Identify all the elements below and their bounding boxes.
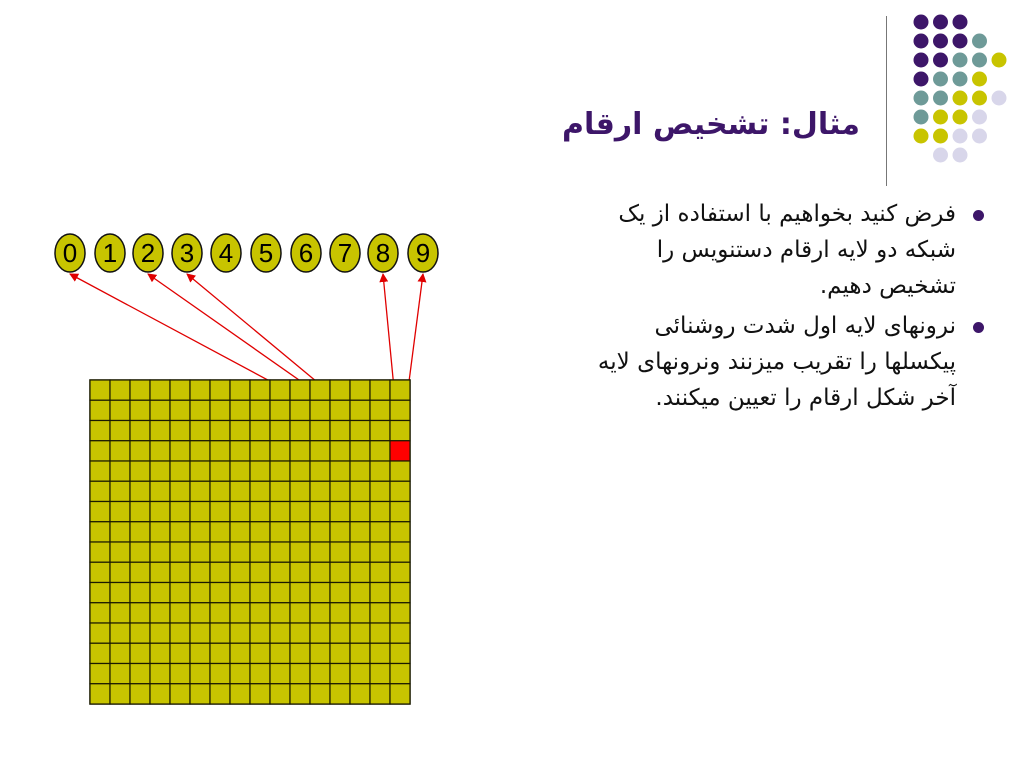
pixel-cell [110, 664, 130, 684]
pixel-cell [230, 502, 250, 522]
pixel-cell [270, 421, 290, 441]
pixel-cell [130, 583, 150, 603]
pixel-cell [350, 603, 370, 623]
pixel-cell [310, 542, 330, 562]
pixel-cell [290, 684, 310, 704]
pixel-cell [310, 583, 330, 603]
pixel-cell [350, 542, 370, 562]
output-digit-6 [291, 234, 321, 272]
pixel-cell [250, 603, 270, 623]
pixel-cell [170, 562, 190, 582]
pixel-cell [150, 461, 170, 481]
pixel-cell [190, 522, 210, 542]
pixel-cell [370, 380, 390, 400]
pixel-cell [350, 461, 370, 481]
pixel-cell [270, 380, 290, 400]
pixel-cell [150, 643, 170, 663]
pixel-cell [230, 400, 250, 420]
pixel-cell [210, 583, 230, 603]
pixel-cell [290, 481, 310, 501]
pixel-cell [330, 623, 350, 643]
digit-label: 1 [102, 238, 118, 268]
pixel-cell [230, 643, 250, 663]
pixel-cell [350, 583, 370, 603]
pixel-cell [330, 461, 350, 481]
output-digit-5 [251, 234, 281, 272]
pixel-cell [330, 684, 350, 704]
pixel-cell [270, 603, 290, 623]
pixel-cell [350, 380, 370, 400]
pixel-cell [210, 623, 230, 643]
pixel-cell [150, 603, 170, 623]
pixel-cell [130, 562, 150, 582]
pixel-cell [350, 502, 370, 522]
pixel-cell [370, 400, 390, 420]
pixel-cell [290, 643, 310, 663]
pixel-cell [90, 400, 110, 420]
pixel-cell [390, 542, 410, 562]
bullet-line: پیکسلها را تقریب میزنند ونرونهای لایه [597, 349, 956, 375]
digit-label: 0 [62, 238, 78, 268]
output-digit-0 [55, 234, 85, 272]
pixel-cell [110, 522, 130, 542]
pixel-cell [230, 623, 250, 643]
pixel-cell [150, 481, 170, 501]
pixel-cell [290, 623, 310, 643]
bullet-line: تشخیص دهیم. [819, 273, 956, 299]
pixel-cell [290, 664, 310, 684]
pixel-cell [110, 542, 130, 562]
pixel-cell [230, 603, 250, 623]
pixel-cell [270, 684, 290, 704]
pixel-cell [130, 502, 150, 522]
pixel-cell [310, 400, 330, 420]
digit-label: 9 [415, 238, 431, 268]
pixel-cell [90, 664, 110, 684]
pixel-cell [390, 461, 410, 481]
pixel-cell [210, 380, 230, 400]
pixel-cell [250, 643, 270, 663]
pixel-cell [290, 583, 310, 603]
pixel-cell [350, 664, 370, 684]
pixel-cell [90, 522, 110, 542]
pixel-cell [170, 664, 190, 684]
pixel-cell [310, 684, 330, 704]
pixel-cell [150, 542, 170, 562]
pixel-cell [230, 684, 250, 704]
pixel-cell [110, 461, 130, 481]
pixel-cell [110, 684, 130, 704]
pixel-cell [150, 502, 170, 522]
pixel-cell [210, 562, 230, 582]
pixel-cell [170, 583, 190, 603]
pixel-cell [350, 441, 370, 461]
pixel-cell [110, 441, 130, 461]
pixel-cell [290, 400, 310, 420]
pixel-cell [190, 441, 210, 461]
pixel-cell [390, 400, 410, 420]
pixel-cell [250, 502, 270, 522]
pixel-cell [150, 664, 170, 684]
pixel-cell [390, 664, 410, 684]
pixel-cell [170, 400, 190, 420]
pixel-cell [110, 502, 130, 522]
pixel-cell [370, 502, 390, 522]
pixel-cell [370, 623, 390, 643]
pixel-cell [190, 643, 210, 663]
pixel-cell [330, 562, 350, 582]
pixel-cell [130, 441, 150, 461]
pixel-cell [250, 583, 270, 603]
pixel-cell [90, 643, 110, 663]
pixel-cell [90, 380, 110, 400]
pixel-cell [210, 542, 230, 562]
pixel-cell [150, 522, 170, 542]
pixel-cell [130, 603, 150, 623]
pixel-cell [190, 664, 210, 684]
pixel-cell [190, 461, 210, 481]
pixel-cell [390, 502, 410, 522]
pixel-cell [110, 400, 130, 420]
pixel-cell [390, 562, 410, 582]
pixel-cell [370, 684, 390, 704]
pixel-cell [250, 441, 270, 461]
pixel-cell [210, 603, 230, 623]
digit-label: 4 [218, 238, 234, 268]
pixel-cell [130, 623, 150, 643]
pixel-cell [250, 481, 270, 501]
pixel-cell [110, 421, 130, 441]
pixel-cell [230, 441, 250, 461]
digit-label: 5 [258, 238, 274, 268]
pixel-cell [330, 664, 350, 684]
pixel-cell [350, 684, 370, 704]
output-digit-1 [95, 234, 125, 272]
output-digit-7 [330, 234, 360, 272]
pixel-cell [330, 400, 350, 420]
pixel-cell [330, 583, 350, 603]
pixel-cell [350, 400, 370, 420]
pixel-cell [250, 542, 270, 562]
pixel-cell [150, 562, 170, 582]
pixel-cell [310, 502, 330, 522]
pixel-cell [210, 441, 230, 461]
pixel-cell [370, 603, 390, 623]
pixel-cell [210, 522, 230, 542]
pixel-cell [270, 400, 290, 420]
pixel-cell [90, 461, 110, 481]
pixel-cell [130, 664, 150, 684]
pixel-cell [170, 643, 190, 663]
pixel-cell [390, 421, 410, 441]
pixel-cell [370, 542, 390, 562]
pixel-cell [390, 623, 410, 643]
pixel-cell [170, 684, 190, 704]
pixel-cell [390, 380, 410, 400]
bullet-line: شبکه دو لایه ارقام دستنویس را [656, 237, 956, 263]
pixel-cell [110, 562, 130, 582]
pixel-cell [230, 481, 250, 501]
pixel-cell [370, 461, 390, 481]
pixel-cell [270, 664, 290, 684]
pixel-cell [250, 461, 270, 481]
pixel-cell [370, 643, 390, 663]
pixel-cell [150, 380, 170, 400]
pixel-cell [150, 583, 170, 603]
pixel-cell [270, 583, 290, 603]
pixel-cell [350, 562, 370, 582]
pixel-cell [250, 664, 270, 684]
pixel-cell [110, 623, 130, 643]
active-pixel [390, 441, 410, 461]
pixel-cell [230, 583, 250, 603]
pixel-cell [290, 421, 310, 441]
pixel-cell [170, 502, 190, 522]
pixel-cell [130, 684, 150, 704]
pixel-cell [210, 664, 230, 684]
pixel-cell [290, 441, 310, 461]
pixel-cell [190, 421, 210, 441]
pixel-cell [290, 522, 310, 542]
pixel-cell [210, 481, 230, 501]
pixel-cell [230, 380, 250, 400]
pixel-cell [190, 380, 210, 400]
pixel-cell [270, 522, 290, 542]
digit-label: 2 [140, 238, 156, 268]
pixel-cell [90, 542, 110, 562]
pixel-cell [130, 461, 150, 481]
pixel-cell [130, 643, 150, 663]
pixel-cell [90, 583, 110, 603]
pixel-cell [130, 400, 150, 420]
pixel-cell [310, 643, 330, 663]
pixel-cell [170, 623, 190, 643]
output-digit-9 [408, 234, 438, 272]
digit-label: 3 [179, 238, 195, 268]
pixel-cell [370, 583, 390, 603]
pixel-cell [230, 522, 250, 542]
pixel-cell [270, 542, 290, 562]
pixel-cell [250, 623, 270, 643]
pixel-cell [150, 400, 170, 420]
pixel-cell [170, 441, 190, 461]
pixel-cell [330, 481, 350, 501]
pixel-cell [370, 522, 390, 542]
pixel-cell [290, 562, 310, 582]
pixel-cell [250, 400, 270, 420]
pixel-cell [270, 562, 290, 582]
output-digit-4 [211, 234, 241, 272]
pixel-cell [130, 481, 150, 501]
pixel-cell [170, 522, 190, 542]
pixel-cell [370, 562, 390, 582]
pixel-cell [150, 441, 170, 461]
digit-label: 7 [337, 238, 353, 268]
pixel-cell [390, 684, 410, 704]
pixel-cell [230, 461, 250, 481]
pixel-cell [330, 603, 350, 623]
pixel-cell [270, 481, 290, 501]
pixel-cell [350, 421, 370, 441]
pixel-cell [310, 562, 330, 582]
pixel-cell [250, 421, 270, 441]
pixel-cell [190, 502, 210, 522]
pixel-cell [210, 461, 230, 481]
pixel-cell [270, 441, 290, 461]
pixel-cell [190, 542, 210, 562]
pixel-cell [90, 421, 110, 441]
pixel-cell [250, 562, 270, 582]
pixel-cell [190, 562, 210, 582]
pixel-cell [350, 643, 370, 663]
pixel-cell [110, 583, 130, 603]
pixel-cell [330, 502, 350, 522]
pixel-cell [110, 481, 130, 501]
pixel-cell [190, 481, 210, 501]
pixel-cell [370, 441, 390, 461]
pixel-cell [190, 623, 210, 643]
bullet-line: آخر شکل ارقام را تعیین میکنند. [655, 385, 956, 411]
pixel-cell [370, 664, 390, 684]
pixel-cell [90, 562, 110, 582]
pixel-cell [270, 623, 290, 643]
pixel-cell [210, 502, 230, 522]
pixel-cell [390, 643, 410, 663]
pixel-cell [330, 643, 350, 663]
pixel-cell [170, 481, 190, 501]
pixel-cell [330, 380, 350, 400]
pixel-cell [310, 481, 330, 501]
pixel-cell [330, 522, 350, 542]
pixel-cell [310, 603, 330, 623]
pixel-cell [170, 542, 190, 562]
pixel-cell [310, 664, 330, 684]
output-digit-2 [133, 234, 163, 272]
pixel-cell [250, 684, 270, 704]
pixel-cell [390, 522, 410, 542]
pixel-cell [250, 522, 270, 542]
pixel-cell [190, 583, 210, 603]
pixel-cell [90, 684, 110, 704]
pixel-cell [90, 481, 110, 501]
pixel-cell [390, 603, 410, 623]
pixel-cell [170, 461, 190, 481]
pixel-cell [110, 603, 130, 623]
pixel-cell [230, 664, 250, 684]
pixel-cell [310, 461, 330, 481]
pixel-cell [370, 481, 390, 501]
digit-label: 8 [375, 238, 391, 268]
pixel-grid [90, 380, 410, 704]
pixel-cell [310, 441, 330, 461]
pixel-cell [90, 603, 110, 623]
output-digit-8 [368, 234, 398, 272]
pixel-cell [110, 380, 130, 400]
pixel-cell [290, 502, 310, 522]
output-digits [55, 234, 438, 272]
pixel-cell [370, 421, 390, 441]
pixel-cell [330, 421, 350, 441]
pixel-cell [210, 421, 230, 441]
pixel-cell [390, 583, 410, 603]
pixel-cell [190, 400, 210, 420]
pixel-cell [230, 421, 250, 441]
pixel-cell [90, 441, 110, 461]
bullet-line: نرونهای لایه اول شدت روشنائی [654, 313, 956, 339]
pixel-cell [170, 421, 190, 441]
pixel-cell [210, 684, 230, 704]
pixel-cell [90, 623, 110, 643]
pixel-cell [290, 603, 310, 623]
pixel-cell [210, 400, 230, 420]
pixel-cell [230, 562, 250, 582]
pixel-cell [150, 421, 170, 441]
pixel-cell [390, 481, 410, 501]
pixel-cell [310, 421, 330, 441]
pixel-cell [310, 380, 330, 400]
pixel-cell [190, 684, 210, 704]
pixel-cell [330, 441, 350, 461]
pixel-cell [130, 421, 150, 441]
pixel-cell [150, 623, 170, 643]
bullet-line: فرض کنید بخواهیم با استفاده از یک [618, 201, 956, 227]
pixel-cell [250, 380, 270, 400]
digit-label: 6 [298, 238, 314, 268]
pixel-cell [290, 461, 310, 481]
pixel-cell [350, 481, 370, 501]
pixel-cell [130, 380, 150, 400]
pixel-cell [310, 522, 330, 542]
pixel-cell [350, 522, 370, 542]
pixel-cell [310, 623, 330, 643]
pixel-cell [330, 542, 350, 562]
pixel-cell [170, 603, 190, 623]
pixel-cell [270, 502, 290, 522]
pixel-cell [270, 461, 290, 481]
pixel-cell [110, 643, 130, 663]
pixel-cell [90, 502, 110, 522]
slide-title: مثال: تشخیص ارقام [561, 107, 860, 142]
pixel-cell [190, 603, 210, 623]
pixel-cell [290, 380, 310, 400]
pixel-cell [150, 684, 170, 704]
pixel-cell [170, 380, 190, 400]
pixel-cell [210, 643, 230, 663]
pixel-cell [230, 542, 250, 562]
pixel-cell [350, 623, 370, 643]
pixel-cell [290, 542, 310, 562]
output-digit-3 [172, 234, 202, 272]
pixel-cell [270, 643, 290, 663]
pixel-cell [130, 522, 150, 542]
pixel-cell [130, 542, 150, 562]
